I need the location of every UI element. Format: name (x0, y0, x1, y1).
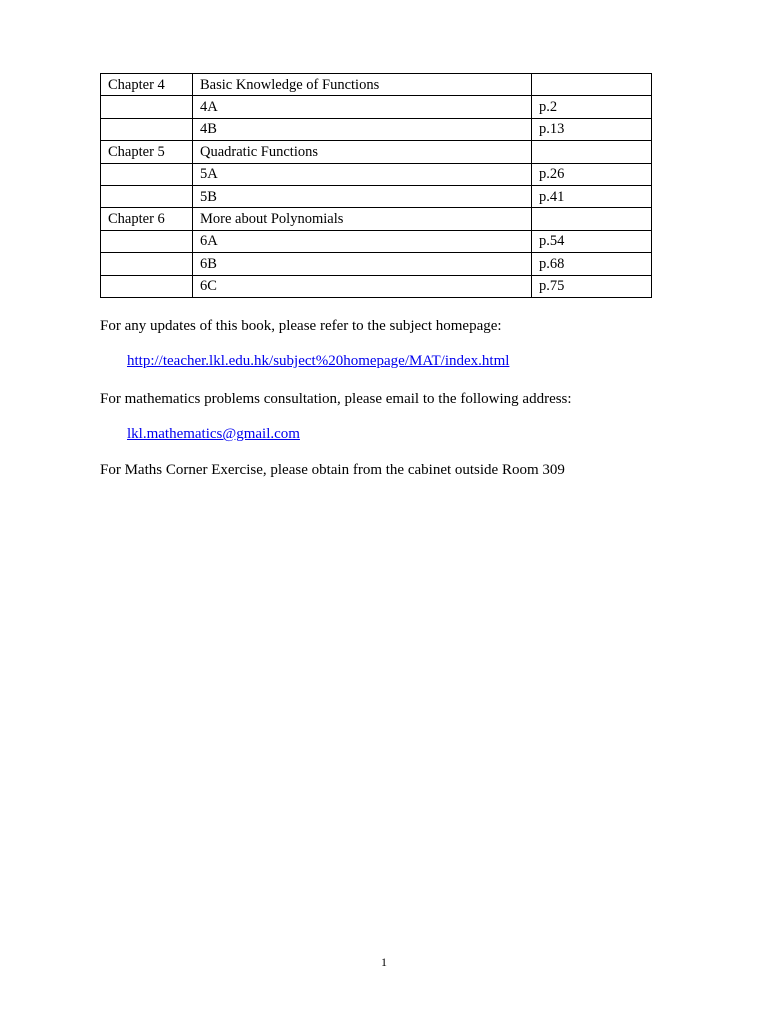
chapter-cell (101, 230, 193, 252)
chapter-cell: Chapter 4 (101, 74, 193, 96)
page-cell (532, 141, 652, 163)
chapter-cell (101, 118, 193, 140)
table-of-contents (100, 73, 652, 298)
table-row (101, 74, 652, 96)
email-paragraph: For mathematics problems consultation, please email to the following address: (100, 391, 572, 407)
table-row (101, 208, 652, 230)
table-row (101, 230, 652, 252)
page-cell (532, 74, 652, 96)
page-cell (532, 208, 652, 230)
chapter-cell (101, 96, 193, 118)
page-cell: p.26 (532, 163, 652, 185)
topic-cell: Basic Knowledge of Functions (193, 74, 532, 96)
page-cell: p.13 (532, 118, 652, 140)
table-row (101, 275, 652, 297)
table-row (101, 141, 652, 163)
page-cell: p.75 (532, 275, 652, 297)
page-cell: p.41 (532, 185, 652, 207)
chapter-cell: Chapter 6 (101, 208, 193, 230)
table-row (101, 118, 652, 140)
topic-cell: 4A (193, 96, 532, 118)
page-cell: p.2 (532, 96, 652, 118)
topic-cell: 5B (193, 185, 532, 207)
updates-paragraph: For any updates of this book, please refer to the subject homepage: (100, 318, 502, 334)
topic-cell: 5A (193, 163, 532, 185)
chapter-cell: Chapter 5 (101, 141, 193, 163)
topic-cell: More about Polynomials (193, 208, 532, 230)
topic-cell: 4B (193, 118, 532, 140)
chapter-cell (101, 163, 193, 185)
chapter-cell (101, 185, 193, 207)
page-cell: p.54 (532, 230, 652, 252)
topic-cell: 6A (193, 230, 532, 252)
chapter-cell (101, 275, 193, 297)
table-row (101, 185, 652, 207)
chapter-cell (101, 253, 193, 275)
table-row (101, 96, 652, 118)
topic-cell: 6B (193, 253, 532, 275)
topic-cell: Quadratic Functions (193, 141, 532, 163)
homepage-link[interactable]: http://teacher.lkl.edu.hk/subject%20homepage/MAT/index.html (127, 353, 510, 369)
maths-corner-paragraph: For Maths Corner Exercise, please obtain from the cabinet outside Room 309 (100, 462, 565, 478)
email-link[interactable]: lkl.mathematics@gmail.com (127, 426, 300, 442)
page-cell: p.68 (532, 253, 652, 275)
topic-cell: 6C (193, 275, 532, 297)
table-row (101, 163, 652, 185)
table-row (101, 253, 652, 275)
page-number: 1 (381, 955, 387, 969)
